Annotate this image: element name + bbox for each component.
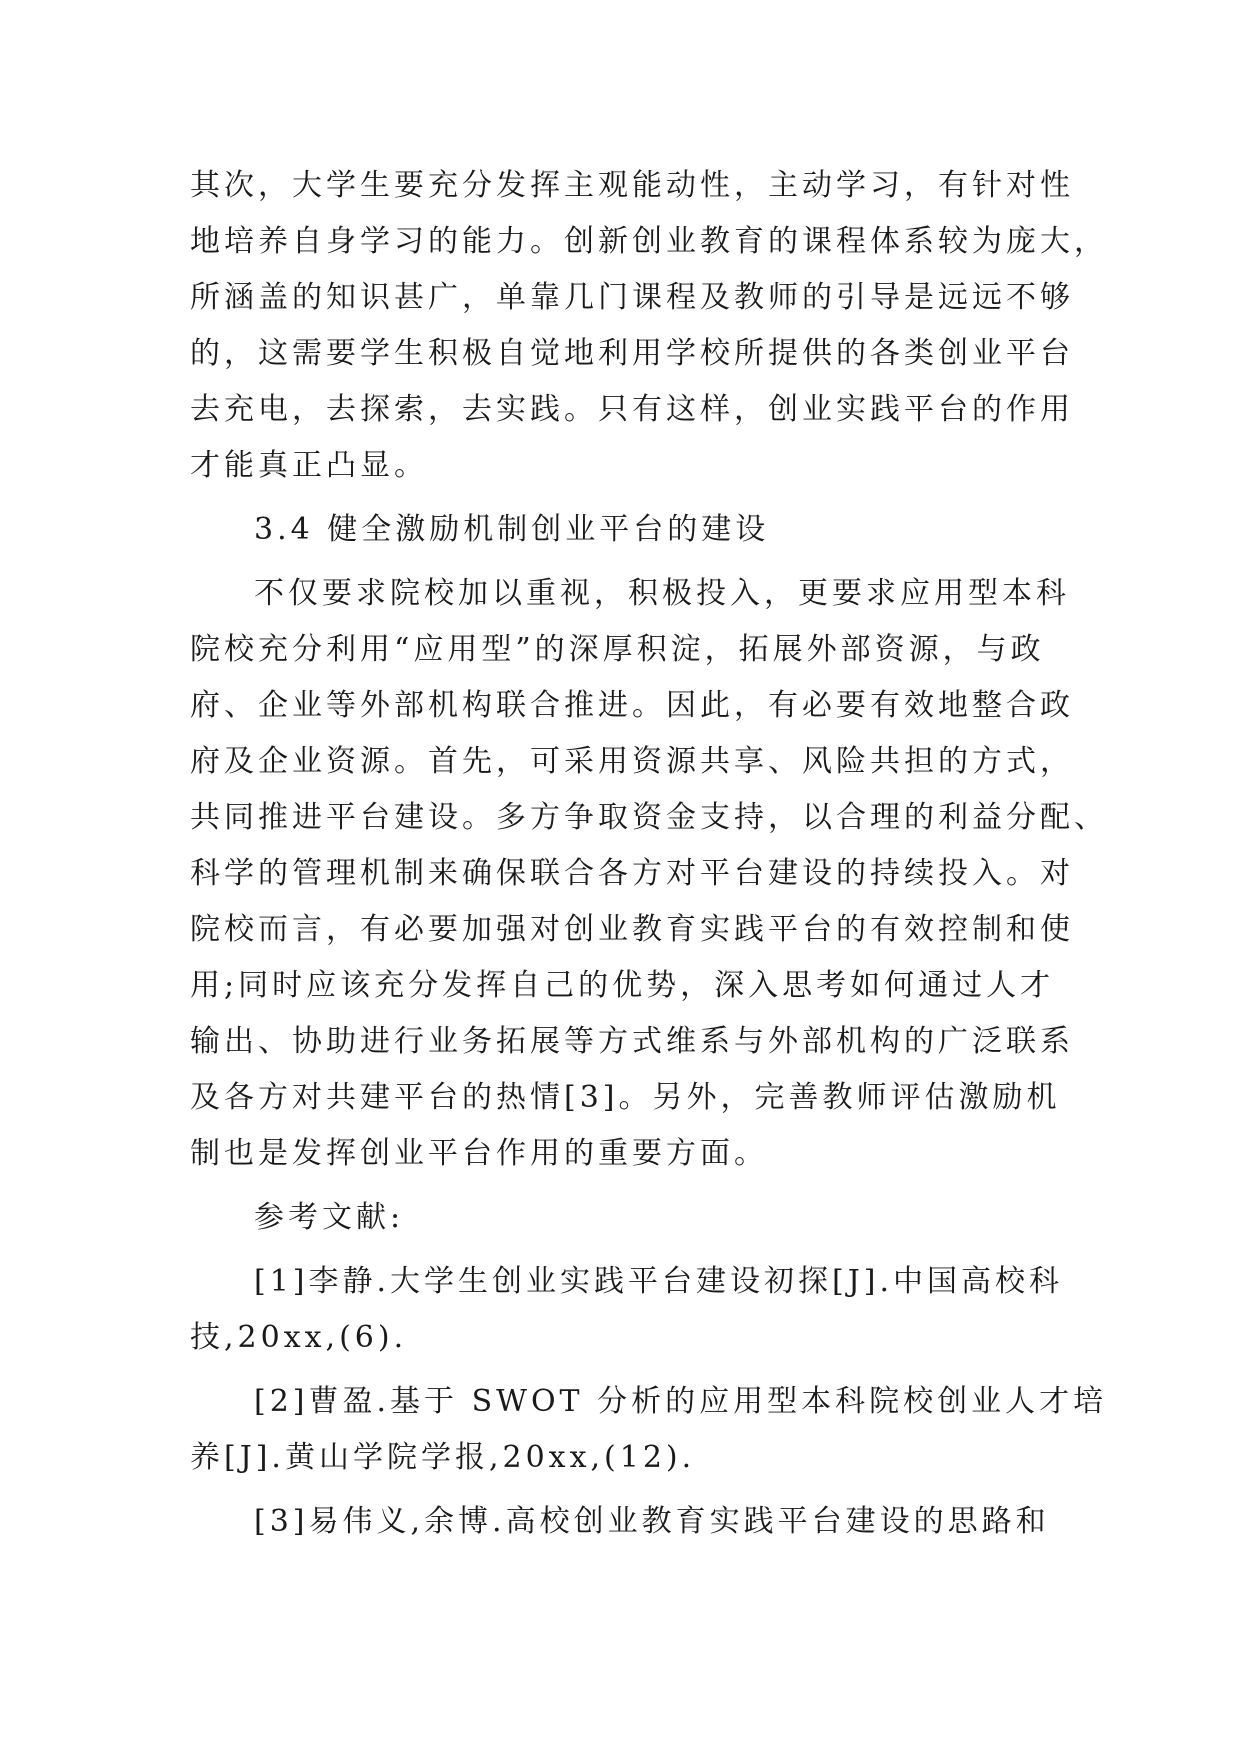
text-line: 的，这需要学生积极自觉地利用学校所提供的各类创业平台 [190,336,1074,371]
text-line: 所涵盖的知识甚广，单靠几门课程及教师的引导是远远不够 [190,280,1074,315]
section-heading: 3.4 健全激励机制创业平台的建设 [254,512,770,547]
references-heading: 参考文献: [254,1200,405,1235]
text-line: 科学的管理机制来确保联合各方对平台建设的持续投入。对 [190,856,1074,891]
text-line: 府及企业资源。首先，可采用资源共享、风险共担的方式， [190,744,1074,779]
text-line: 府、企业等外部机构联合推进。因此，有必要有效地整合政 [190,688,1074,723]
text-line: 制也是发挥创业平台作用的重要方面。 [190,1136,768,1171]
reference-item: [2]曹盈.基于 SWOT 分析的应用型本科院校创业人才培 [254,1384,1108,1419]
text-line: 共同推进平台建设。多方争取资金支持，以合理的利益分配、 [190,800,1108,835]
text-line: 其次，大学生要充分发挥主观能动性，主动学习，有针对性 [190,168,1074,203]
text-line: 及各方对共建平台的热情[3]。另外，完善教师评估激励机 [190,1080,1061,1115]
text-line: 地培养自身学习的能力。创新创业教育的课程体系较为庞大， [190,224,1108,259]
text-line: 院校充分利用“应用型”的深厚积淀，拓展外部资源，与政 [190,632,1045,667]
text-line: 输出、协助进行业务拓展等方式维系与外部机构的广泛联系 [190,1024,1074,1059]
text-line: 院校而言，有必要加强对创业教育实践平台的有效控制和使 [190,912,1074,947]
reference-item-continued: 技,20xx,(6). [190,1320,408,1355]
text-line: 才能真正凸显。 [190,448,428,483]
reference-item: [3]易伟义,余博.高校创业教育实践平台建设的思路和 [254,1504,1050,1539]
reference-item-continued: 养[J].黄山学院学报,20xx,(12). [190,1440,696,1475]
reference-item: [1]李静.大学生创业实践平台建设初探[J].中国高校科 [254,1264,1064,1299]
text-line: 去充电，去探索，去实践。只有这样，创业实践平台的作用 [190,392,1074,427]
text-line: 不仅要求院校加以重视，积极投入，更要求应用型本科 [254,576,1070,611]
text-line: 用;同时应该充分发挥自己的优势，深入思考如何通过人才 [190,968,1055,1003]
